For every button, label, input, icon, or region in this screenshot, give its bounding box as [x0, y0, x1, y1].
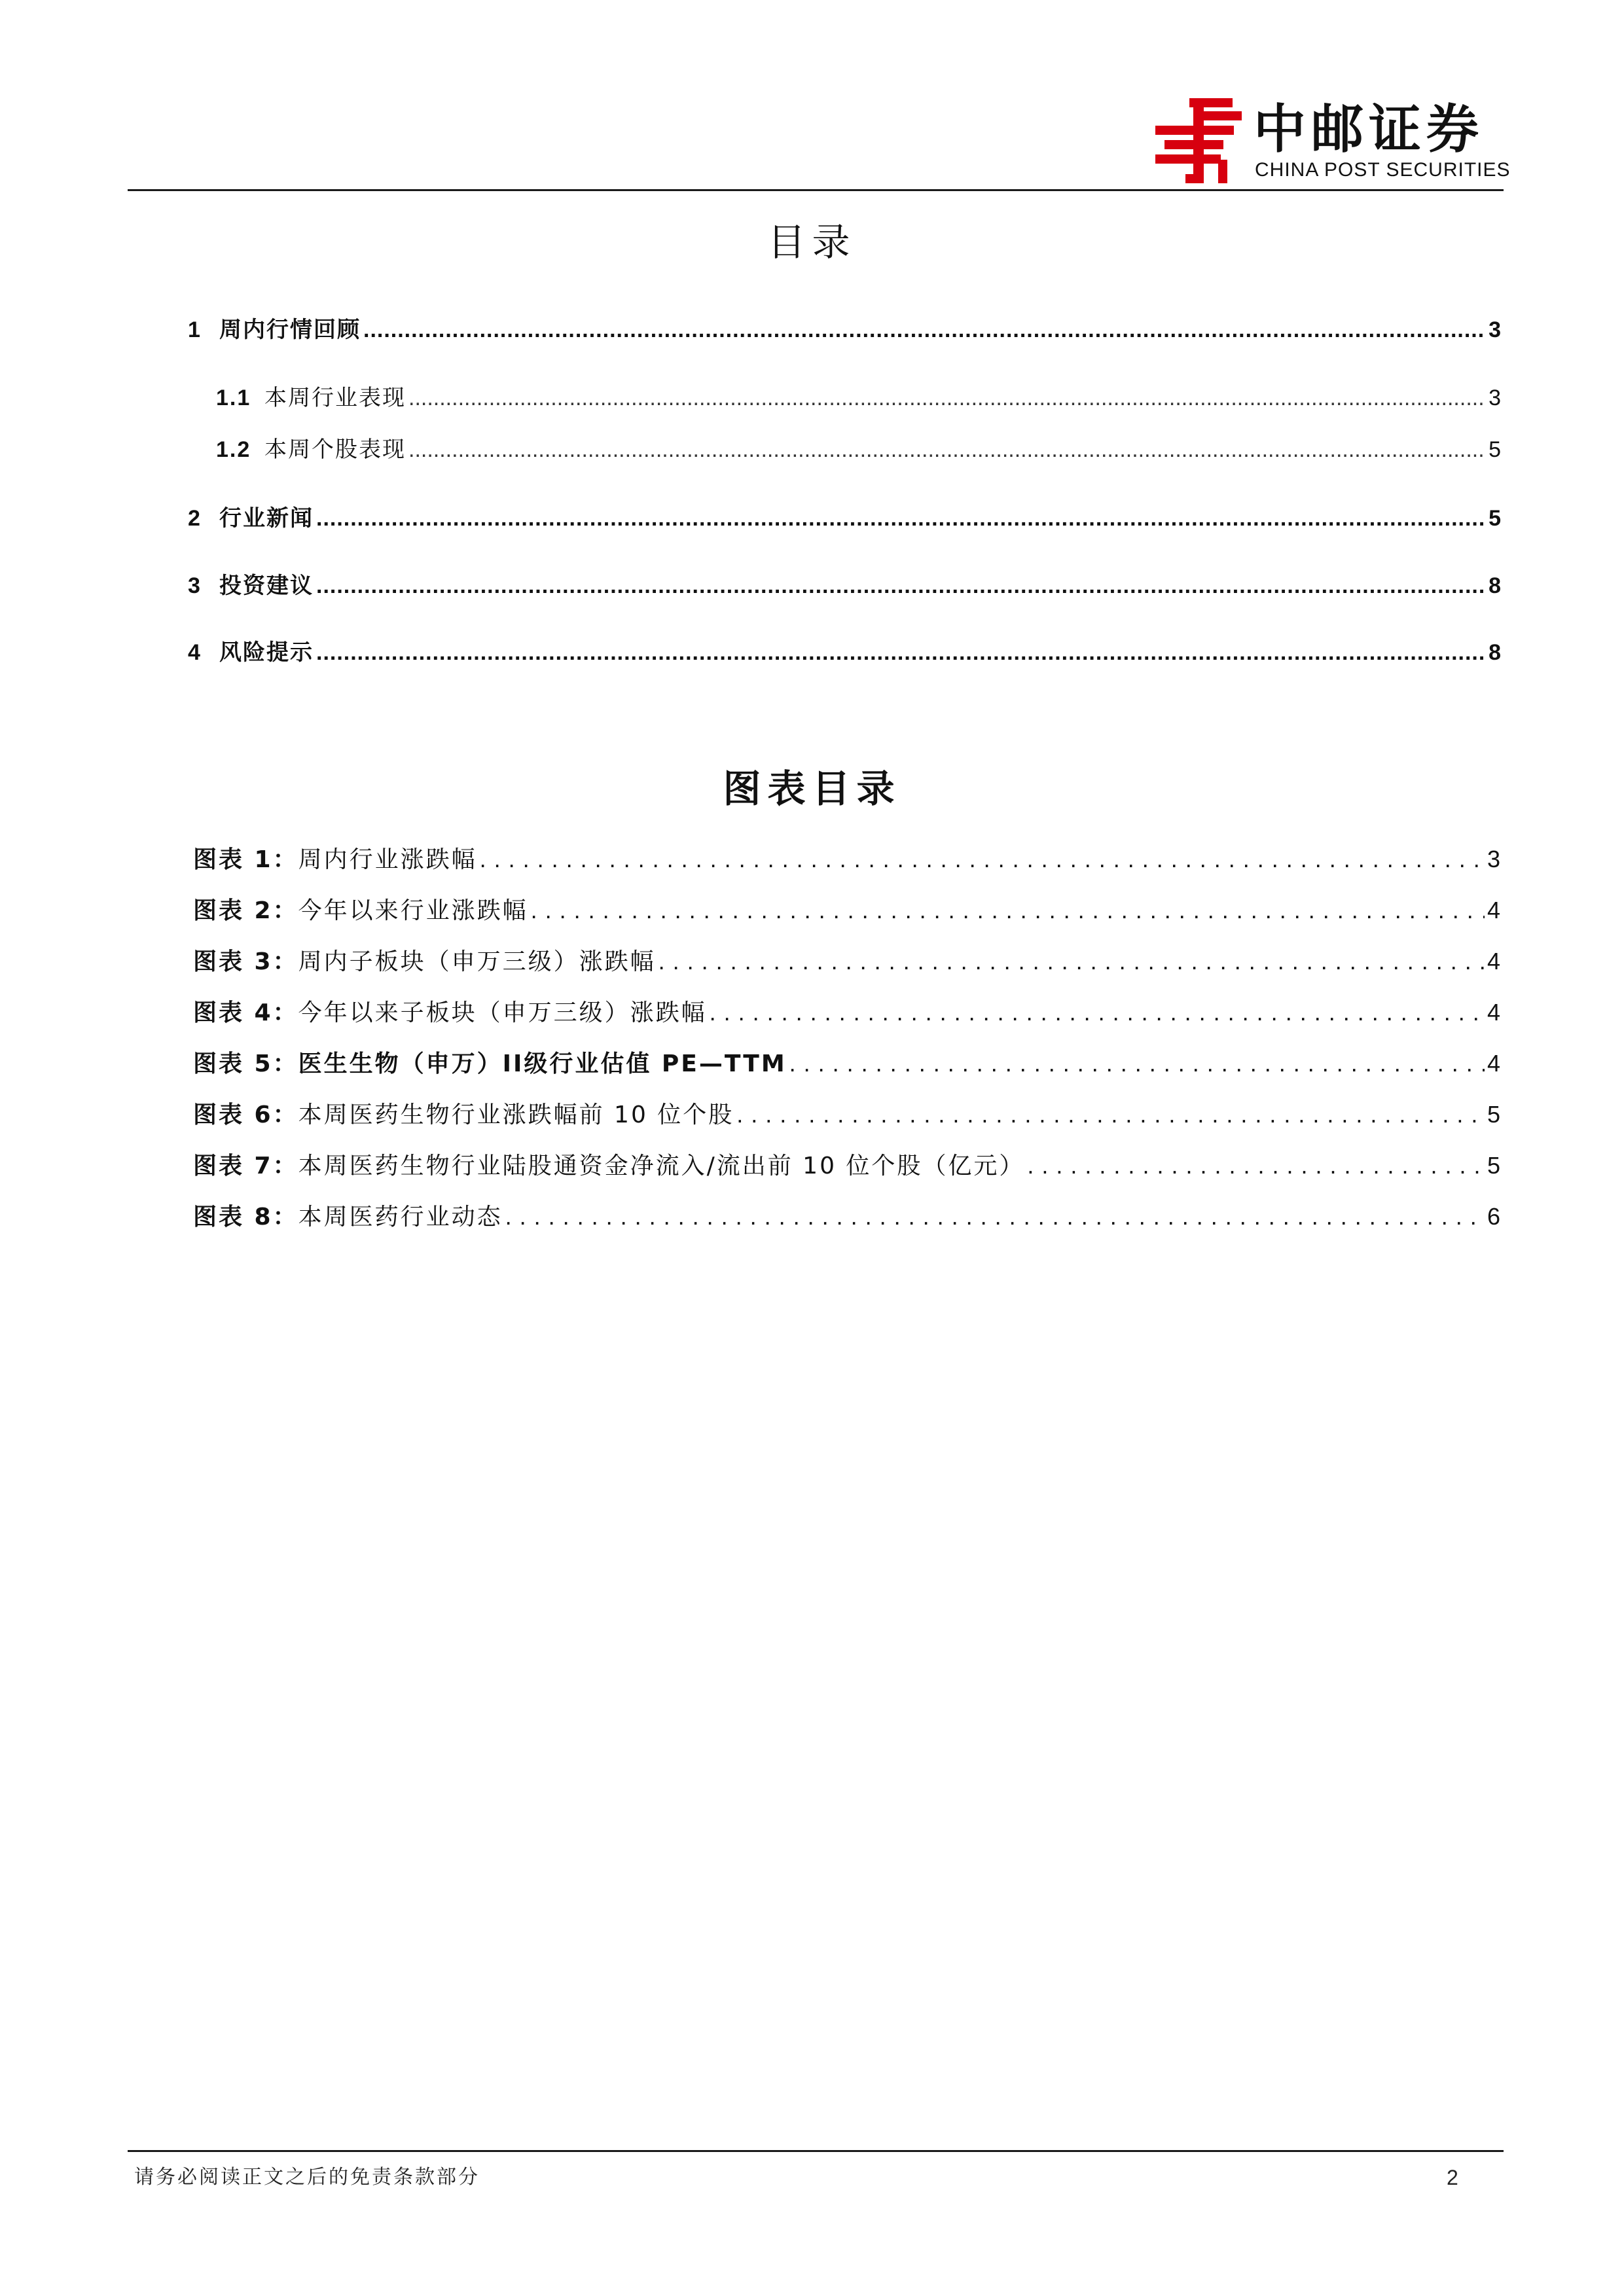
toc-entry-label: 周内行情回顾 — [219, 317, 361, 343]
toc-entry-4[interactable] — [188, 638, 1502, 667]
figure-entry-1[interactable] — [193, 844, 1502, 875]
toc-entry-label: 行业新闻 — [219, 505, 314, 531]
toc-title: 目录 — [767, 220, 857, 264]
figure-entry-prefix: 图表 5： — [193, 1050, 298, 1077]
toc-entry-2[interactable] — [188, 504, 1502, 533]
toc-leader-dots — [363, 315, 1486, 344]
figure-entry-label: 本周医药生物行业涨跌幅前 10 位个股 — [298, 1102, 734, 1128]
toc-leader-dots — [316, 571, 1486, 600]
toc-entry-number: 1.2 — [216, 437, 251, 462]
figure-entry-label: 今年以来行业涨跌幅 — [298, 897, 528, 924]
figure-entry-4[interactable] — [193, 997, 1502, 1028]
figure-leader-dots — [480, 844, 1485, 874]
figure-leader-dots — [1027, 1151, 1485, 1181]
toc-entry-page: 8 — [1489, 573, 1502, 598]
toc-leader-dots — [316, 638, 1486, 667]
figure-entry-label: 周内子板块（申万三级）涨跌幅 — [298, 948, 656, 975]
figure-entry-label: 今年以来子板块（申万三级）涨跌幅 — [298, 999, 707, 1026]
toc-leader-dots — [408, 435, 1486, 464]
figure-entry-5[interactable] — [193, 1049, 1502, 1079]
figure-leader-dots — [710, 997, 1485, 1028]
figure-entry-prefix: 图表 7： — [193, 1153, 298, 1179]
toc-entry-label: 本周行业表现 — [264, 385, 406, 411]
toc-entry-page: 3 — [1489, 317, 1502, 342]
toc-entry-number: 2 — [188, 506, 202, 531]
toc-entry-page: 8 — [1489, 640, 1502, 665]
figure-entry-prefix: 图表 6： — [193, 1102, 298, 1128]
figure-entry-8[interactable] — [193, 1202, 1502, 1232]
toc-entry-1-2[interactable] — [216, 435, 1502, 464]
toc-entry-page: 3 — [1489, 386, 1502, 410]
toc-entry-number: 1 — [188, 317, 202, 342]
toc-entry-number: 1.1 — [216, 386, 251, 410]
figure-entry-label: 本周医药行业动态 — [298, 1204, 503, 1230]
figures-title: 图表目录 — [723, 766, 901, 811]
toc-entry-label: 本周个股表现 — [264, 437, 406, 463]
toc-entry-number: 4 — [188, 640, 202, 665]
logo-english-name: CHINA POST SECURITIES — [1255, 159, 1511, 181]
figure-entry-label: 周内行业涨跌幅 — [298, 846, 477, 873]
figure-leader-dots — [531, 895, 1485, 925]
toc-entry-1-1[interactable] — [216, 384, 1502, 412]
figure-leader-dots — [505, 1202, 1485, 1232]
figure-leader-dots — [789, 1049, 1485, 1079]
toc-entry-3[interactable] — [188, 571, 1502, 600]
figure-entry-page: 4 — [1487, 948, 1502, 975]
toc-entry-number: 3 — [188, 573, 202, 598]
figure-entry-page: 4 — [1487, 1050, 1502, 1077]
footer-divider — [128, 2150, 1504, 2152]
disclaimer-note: 请务必阅读正文之后的免责条款部分 — [134, 2166, 480, 2189]
toc-entry-label: 风险提示 — [219, 639, 314, 666]
china-post-logo-icon — [1155, 98, 1242, 183]
company-logo — [1155, 98, 1515, 183]
toc-entry-page: 5 — [1489, 437, 1502, 462]
figure-entry-page: 5 — [1487, 1152, 1502, 1179]
figure-entry-3[interactable] — [193, 946, 1502, 977]
figure-leader-dots — [659, 946, 1485, 977]
figure-entry-prefix: 图表 3： — [193, 948, 298, 975]
figure-entry-page: 6 — [1487, 1203, 1502, 1230]
toc-leader-dots — [316, 504, 1486, 533]
figure-entry-prefix: 图表 1： — [193, 846, 298, 873]
figure-entry-page: 4 — [1487, 999, 1502, 1026]
toc-leader-dots — [408, 384, 1486, 412]
toc-entry-label: 投资建议 — [219, 573, 314, 599]
logo-chinese-name: 中邮证券 — [1254, 99, 1484, 160]
figure-entry-6[interactable] — [193, 1100, 1502, 1130]
figure-entry-page: 4 — [1487, 897, 1502, 924]
toc-entry-page: 5 — [1489, 506, 1502, 531]
page-number: 2 — [1447, 2166, 1458, 2189]
toc-entry-1[interactable] — [188, 315, 1502, 344]
figure-entry-label: 本周医药生物行业陆股通资金净流入/流出前 10 位个股（亿元） — [298, 1153, 1025, 1179]
figure-entry-prefix: 图表 8： — [193, 1204, 298, 1230]
figure-entry-page: 3 — [1487, 846, 1502, 872]
figure-leader-dots — [736, 1100, 1485, 1130]
figure-entry-label: 医生生物（申万）II级行业估值 PE—TTM — [298, 1050, 787, 1077]
figure-entry-prefix: 图表 2： — [193, 897, 298, 924]
figure-entry-page: 5 — [1487, 1101, 1502, 1128]
figure-entry-prefix: 图表 4： — [193, 999, 298, 1026]
figure-entry-2[interactable] — [193, 895, 1502, 926]
figure-entry-7[interactable] — [193, 1151, 1502, 1181]
header-divider — [128, 189, 1504, 191]
